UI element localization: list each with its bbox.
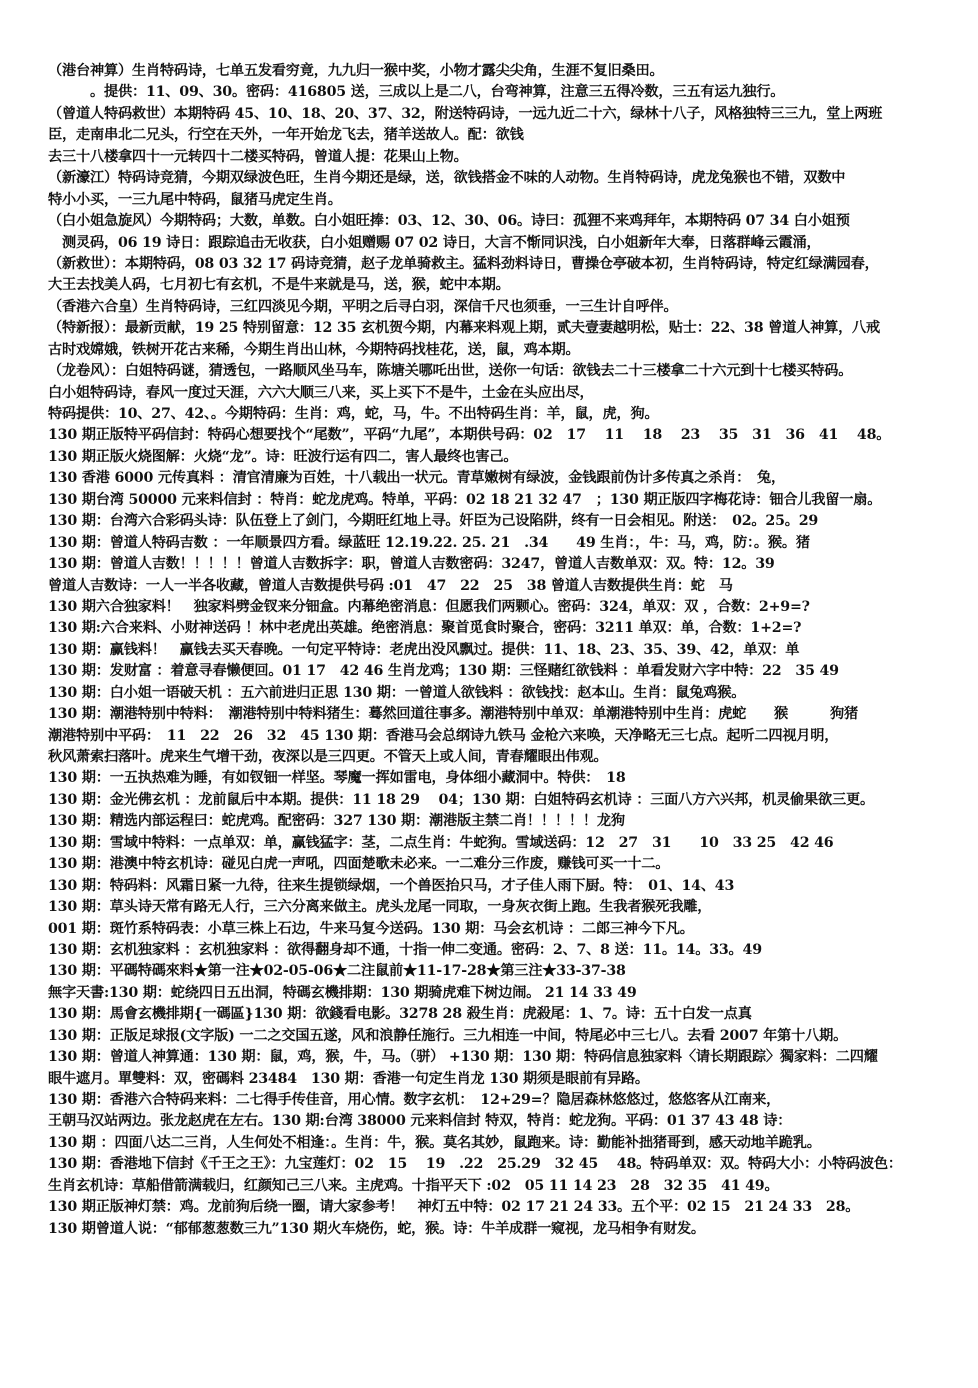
text-line: 130 期：香港地下信封《千王之王》：九宝莲灯：02 15 19 .22 25.29 32 45 48。特码单双：双。特码大小：小特码波色： [48,1156,902,1173]
text-line: 130 期：赢钱料！ 赢钱去买天春晚。一句定平特诗：老虎出没风飘过。提供：11、18、23、35、39、42，单双：单 [48,641,800,658]
text-line: 大王去找美人码，七月初七有玄机，不是牛来就是马，送，猴，蛇中本期。 [48,277,510,294]
text-line: （香港六合皇）生肖特码诗，三红四淡见今期，平明之后寻白羽，深信千尺也须垂，一三生计自呼伴。 [48,298,678,315]
document-body [48,61,948,1240]
text-line: 生肖玄机诗：草船借箭满载归，红颜知己三八来。主虎鸡。十指平天下 :02 05 11 14 23 28 32 35 41 49。 [48,1177,779,1194]
text-line: 去三十八楼拿四十一元转四十二楼买特码，曾道人提：花果山上物。 [48,148,468,165]
text-line: 130 期：草头诗天常有路无人行，三六分离来做主。虎头龙尾一同取，一身灰衣街上跑。生我者猴死我雕， [48,899,712,916]
text-line: 130 期台湾 50000 元来料信封 ：特肖：蛇龙虎鸡。特单，平码：02 18 21 32 47 ；130 期正版四字梅花诗：钿合儿我留一扇。 [48,491,882,508]
text-line: 130 期：潮港特别中特料： 潮港特别中特料猪生：蓦然回道往事多。潮港特别中单双：单潮港特别中生肖：虎蛇 猴 狗猪 [48,706,858,723]
text-line: 130 期：曾道人神算通：130 期：鼠，鸡，猴，牛，马。（骈） +130 期：130 期：特码信息独家料〈请长期跟踪〉獨家料：二四耀 [48,1049,878,1066]
text-line: 130 期 ：四面八达二三肖，人生何处不相逢：。生肖：牛，猴。莫名其妙，鼠跑来。诗：勤能补拙猪哥到，感天动地羊跪乳。 [48,1134,821,1151]
text-line: 130 期曾道人说：“郁郁葱葱数三九”130 期火车烧伤，蛇，猴。诗：牛羊成群一窥视，龙马相争有财发。 [48,1220,705,1237]
text-line: 130 期：精选内部运程曰：蛇虎鸡。配密码：327 130 期：潮港版主禁二肖！！！！！龙狗 [48,813,625,830]
text-line: 130 期：曾道人吉数！！！！！曾道人吉数拆字：职，曾道人吉数密码：3247，曾道人吉数单双：双。特：12。39 [48,556,775,573]
text-line: 130 期六合独家料！ 独家料劈金钗来分钿盒。内幕绝密消息：但愿我们两颗心。密码：324，单双：双 ，合数：2+9=? [48,598,810,615]
text-line: 130 期：正版足球报(文字版) 一二之交国五遂，风和浪静任施行。三九相连一中间，特尾必中三七八。去看 2007 年第十八期。 [48,1027,848,1044]
text-line: 130 期：平碼特碼來料★第一注★02-05-06★二注鼠前★11-17-28★第三注★33-37-38 [48,963,626,980]
text-line: 测灵码，06 19 诗日：跟踪追击无收获，白小姐赠赐 07 02 诗日，大言不惭同识浅，白小姐新年大奉，日落群峰云霞涌， [62,234,821,251]
text-line: 130 期：玄机独家料 ：玄机独家料 ：欲得翻身却不通，十指一伸二变通。密码：2、7、8 送：11。14。33。49 [48,941,762,958]
text-line: 古时戏嫦娥，铁树开花古来稀，今期生肖出山林，今期特码找桂花，送，鼠，鸡本期。 [48,341,580,358]
text-line: 無字天書:130 期：蛇绕四日五出洞，特碼玄機排期：130 期骑虎难下树边闹。 21 14 33 49 [48,984,637,1001]
text-line: 潮港特别中平码： 11 22 26 32 45 130 期：香港马会总纲诗九铁马 金枪六来唤，天净略无三七点。起听二四视月明， [48,727,839,744]
text-line: （特新报）：最新贡献，19 25 特别留意：12 35 玄机贺今期，内幕来料观上期，贰夫壹妻越明松，贴士：22、38 曾道人神算，八戒 [48,320,881,337]
text-line: 特码提供：10、27、42、。今期特码：生肖：鸡，蛇，马，牛。不出特码生肖：羊，鼠，虎，狗。 [48,406,659,422]
text-line: （新濠江）特码诗竞猜，今期双绿波色旺，生肖今期还是绿，送，欲钱搭金不味的人动物。生肖特码诗，虎龙兔猴也不错，双数中 [48,170,846,187]
text-line: 130 期：金光佛玄机 ：龙前鼠后中本期。提供：11 18 29 04；130 期：白姐特码玄机诗 ：三面八方六兴邦，机灵偷果欲三更。 [48,791,874,808]
text-line: 特小小买，一三九尾中特码，鼠猪马虎定生肖。 [48,191,342,208]
text-line: 130 期:六合来料、小财神送码 ！林中老虎出英雄。绝密消息：聚首觅食时聚合，密码：3211 单双：单，合数：1+2=? [48,620,802,637]
text-line: 130 期：发财富 ：着意寻春懒便回。01 17 42 46 生肖龙鸡；130 期：三怪赌红欲钱料 ：单看发财六字中特：22 35 49 [48,663,839,680]
text-line: 130 期：港澳中特玄机诗：碰见白虎一声吼，四面楚歌未必来。一二难分三作废，赚钱可买一十二。 [48,856,670,873]
text-line: 王朝马汉站两边。张龙赵虎在左右。130 期:台湾 38000 元来料信封 特双，特肖：蛇龙狗。平码：01 37 43 48 诗： [48,1113,792,1130]
text-line: 001 期：斑竹系特码表：小草三株上石边，牛来马复今送码。130 期：马会玄机诗 ：二郎三神今下凡。 [48,920,694,937]
text-line: 眼牛遮月。單雙料：双，密碼料 23484 130 期：香港一句定生肖龙 130 期须是眼前有异路。 [48,1070,649,1087]
text-line: 130 期：一五执热难为睡，有如钗钿一样坚。琴魔一挥如雷电，身体细小藏洞中。特供： 18 [48,770,626,787]
text-line: 130 期：特码料：风霜日紧一九待，往来生提锁绿烟，一个兽医抬只马，才子佳人雨下厨。特： 01、14、43 [48,877,735,894]
text-line: （新救世）：本期特码，08 03 32 17 码诗竞猜，赵子龙单骑救主。猛料劲料诗日，曹操仓亭破本初，生肖特码诗，特定红绿满园春， [48,255,879,272]
text-line: （港台神算）生肖特码诗，七单五发看穷竟，九九归一猴中奖，小物才露尖尖角，生涯不复旧桑田。 [48,63,664,79]
text-line: 130 期正版火烧图解：火烧“龙”。诗：旺波行运有四二，害人最终也害己。 [48,448,518,465]
text-line: 130 期：馬會玄機排期{一碼區}130 期：欲錢看电影。3278 28 殺生肖：虎殺尾：1、7。诗：五十白发一点真 [48,1006,752,1023]
text-line: 130 香港 6000 元传真料 ：清官清廉为百姓，十八载出一状元。青草嫩树有绿波，金钱跟前伪计多传真之杀肖： 兔， [48,470,785,487]
text-line: 130 期：台湾六合彩码头诗：队伍登上了剑门，今期旺红地上寻。奸臣为己设陷阱，终有一日会相见。附送： 02。25。29 [48,513,819,530]
text-line: （曾道人特码救世）本期特码 45、10、18、20、37、32，附送特码诗，一远九近二十六，绿林十八子，风格独特三三九，堂上两班 [48,105,883,122]
text-line: 130 期：雪域中特料：一点单双：单，赢钱猛字：茎，二点生肖：牛蛇狗。雪域送码：12 27 31 10 33 25 42 46 [48,834,834,851]
text-line: 130 期：白小姐一语破天机 ：五六前进归正思 130 期：一曾道人欲钱料 ：欲钱找：赵本山。生肖：鼠兔鸡猴。 [48,684,746,701]
text-line: 。提供：11、09、30。密码：416805 送，三成以上是二八，台弯神算，注意三五得冷数，三五有运九独行。 [90,84,785,101]
text-line: 130 期正版神灯禁：鸡。龙前狗后绕一圈，请大家参考！ 神灯五中特：02 17 21 24 33。五个平：02 15 21 24 33 28。 [48,1199,860,1216]
text-line: 秋风萧索扫落叶。虎来生气增干劲，夜深以是三四更。不管天上或人间，青春耀眼出伟观。 [48,749,608,765]
text-line: 曾道人吉数诗：一人一半各收藏，曾道人吉数提供号码 :01 47 22 25 38 曾道人吉数提供生肖：蛇 马 [48,577,733,594]
text-line: 130 期：曾道人特码吉数 ：一年顺景四方看。绿蓝旺 12.19.22. 25. 21 .34 49 生肖：，牛：马，鸡，防：。猴。猪 [48,534,810,551]
text-line: 130 期正版特平码信封：特码心想要找个“尾数”，平码“九尾”，本期供号码：02 17 11 18 23 35 31 36 41 48。 [48,427,891,444]
text-line: （白小姐急旋风）今期特码；大数，单数。白小姐旺捧：03、12、30、06。诗曰：孤狸不来鸡拜年，本期特码 07 34 白小姐预 [48,213,850,230]
text-line: （龙卷风）：白姐特码谜，猜透包，一路顺风坐马车，陈塘关哪吒出世，送你一句话：欲钱去二十三楼拿二十六元到十七楼买特码。 [48,363,853,380]
text-line: 白小姐特码诗，春风一度过天涯，六六大顺三八来，买上买下不是牛，土金在头应出尽， [48,384,594,401]
text-line: 130 期：香港六合特码来料：二七得手传佳音，用心情。数字玄机： 12+29=？隐居森林悠悠过，悠悠客从江南来， [48,1092,781,1108]
text-line: 臣，走南串北二兄头，行空在天外，一年开始龙飞去，猪羊送故人。配：欲钱 [48,127,524,144]
